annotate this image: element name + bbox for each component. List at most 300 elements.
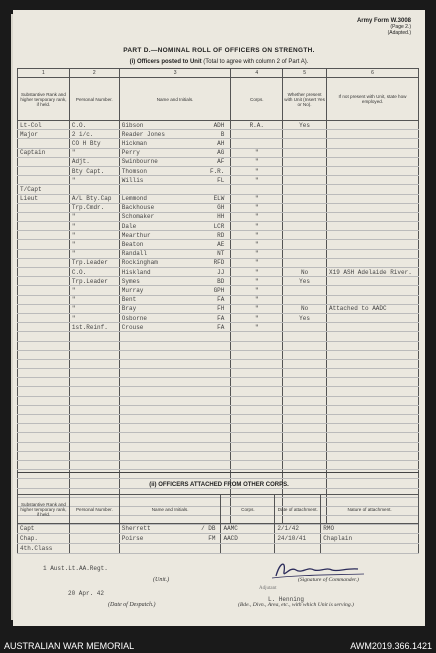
surname: Backhouse: [121, 204, 155, 212]
table-row: [18, 313, 419, 322]
personal-number-cell: [69, 544, 119, 554]
appointment-cell: ": [69, 231, 119, 240]
table-row: [18, 442, 419, 451]
corps-cell: ": [231, 176, 283, 185]
appointment-cell: Adjt.: [69, 157, 119, 166]
employment-cell: [327, 157, 419, 166]
name-cell: [119, 203, 231, 212]
initials: / DB: [201, 525, 216, 532]
corps-cell: AAMC: [221, 524, 275, 534]
officers-attached-table: [17, 494, 419, 554]
empty-cell: [18, 369, 70, 378]
rank-cell: [18, 139, 70, 148]
initials: ELW: [213, 195, 225, 203]
column-number: 3: [119, 69, 231, 78]
corps-cell: ": [231, 249, 283, 258]
corps-cell: [221, 544, 275, 554]
empty-cell: [231, 424, 283, 433]
nature-cell: Chaplain: [321, 534, 419, 544]
table-row: [18, 350, 419, 359]
column-header: Substantive Rank and higher temporary rank, if held.: [18, 495, 70, 524]
table-row: [18, 231, 419, 240]
rank-cell: [18, 231, 70, 240]
present-cell: [283, 203, 327, 212]
archive-caption-right: AWM2019.366.1421: [350, 641, 432, 651]
table-row: [18, 359, 419, 368]
column-header: Personal Number.: [69, 78, 119, 121]
table-row: [18, 176, 419, 185]
employment-cell: [327, 203, 419, 212]
employment-cell: [327, 231, 419, 240]
initials: HH: [217, 213, 225, 221]
initials: AG: [217, 149, 225, 157]
empty-cell: [231, 470, 283, 479]
table-row: [18, 304, 419, 313]
empty-cell: [119, 405, 231, 414]
employment-cell: [327, 212, 419, 221]
name-cell: [119, 222, 231, 231]
present-cell: No: [283, 268, 327, 277]
empty-cell: [283, 387, 327, 396]
table-row: [18, 378, 419, 387]
table-row: [18, 433, 419, 442]
empty-cell: [69, 424, 119, 433]
table-row: [18, 387, 419, 396]
empty-cell: [119, 442, 231, 451]
empty-cell: [327, 396, 419, 405]
empty-cell: [18, 396, 70, 405]
empty-cell: [69, 350, 119, 359]
empty-cell: [231, 387, 283, 396]
date-value: 20 Apr. 42: [68, 590, 105, 597]
employment-cell: [327, 222, 419, 231]
empty-cell: [69, 387, 119, 396]
corps-cell: [231, 130, 283, 139]
table-row: [18, 185, 419, 194]
empty-cell: [231, 460, 283, 469]
empty-cell: [69, 405, 119, 414]
employment-cell: [327, 194, 419, 203]
present-cell: [283, 286, 327, 295]
empty-cell: [231, 359, 283, 368]
date-cell: [275, 544, 321, 554]
rank-cell: [18, 268, 70, 277]
posted-subtitle-rest: (Total to agree with column 2 of Part A).: [201, 59, 309, 65]
table-row: [18, 470, 419, 479]
corps-cell: R.A.: [231, 121, 283, 130]
rank-cell: [18, 258, 70, 267]
table-row: [18, 332, 419, 341]
name-cell: [119, 268, 231, 277]
table-row: [18, 268, 419, 277]
rank-cell: 4th.Class: [18, 544, 70, 554]
empty-cell: [69, 359, 119, 368]
name-cell: [119, 148, 231, 157]
empty-cell: [18, 451, 70, 460]
appointment-cell: 2 i/c.: [69, 130, 119, 139]
empty-cell: [283, 405, 327, 414]
empty-cell: [283, 433, 327, 442]
corps-cell: ": [231, 231, 283, 240]
table-row: [18, 203, 419, 212]
empty-cell: [327, 433, 419, 442]
table-row: [18, 249, 419, 258]
column-number-row: [18, 69, 419, 78]
surname: Osborne: [121, 314, 148, 322]
empty-cell: [18, 332, 70, 341]
column-header: Corps.: [231, 78, 283, 121]
rank-cell: [18, 203, 70, 212]
employment-cell: [327, 249, 419, 258]
name-cell: [119, 304, 231, 313]
surname: Perry: [121, 149, 140, 157]
empty-cell: [283, 350, 327, 359]
rank-cell: [18, 157, 70, 166]
empty-cell: [119, 451, 231, 460]
name-cell: [119, 185, 231, 194]
empty-cell: [283, 424, 327, 433]
posted-subtitle-bold: (i) Officers posted to Unit: [129, 59, 202, 65]
empty-cell: [327, 424, 419, 433]
empty-cell: [119, 470, 231, 479]
appointment-cell: A/L Bty.Cap: [69, 194, 119, 203]
surname: Thomson: [121, 167, 148, 175]
officer-rows: [18, 121, 419, 525]
employment-cell: [327, 286, 419, 295]
empty-cell: [69, 442, 119, 451]
employment-cell: [327, 277, 419, 286]
empty-cell: [283, 341, 327, 350]
table-row: [18, 369, 419, 378]
empty-cell: [119, 341, 231, 350]
corps-cell: ": [231, 222, 283, 231]
empty-cell: [119, 396, 231, 405]
rank-cell: [18, 313, 70, 322]
employment-cell: [327, 313, 419, 322]
empty-cell: [69, 369, 119, 378]
corps-cell: ": [231, 313, 283, 322]
name-cell: [119, 286, 231, 295]
initials: AH: [217, 139, 225, 147]
initials: B: [220, 130, 225, 138]
empty-cell: [231, 341, 283, 350]
empty-cell: [327, 415, 419, 424]
empty-cell: [69, 433, 119, 442]
empty-cell: [327, 442, 419, 451]
rank-cell: [18, 240, 70, 249]
empty-cell: [119, 387, 231, 396]
employment-cell: Attached to AADC: [327, 304, 419, 313]
document-page: [13, 10, 425, 626]
initials: RD: [217, 231, 225, 239]
name-cell: [119, 121, 231, 130]
empty-cell: [69, 460, 119, 469]
initials: ADH: [213, 121, 225, 129]
surname: Hiskland: [121, 268, 151, 276]
corps-cell: ": [231, 148, 283, 157]
empty-cell: [231, 396, 283, 405]
empty-cell: [69, 341, 119, 350]
present-cell: Yes: [283, 121, 327, 130]
present-cell: [283, 212, 327, 221]
surname: Mearthur: [121, 231, 151, 239]
present-cell: [283, 176, 327, 185]
empty-cell: [69, 451, 119, 460]
table-row: [18, 286, 419, 295]
employment-cell: X19 ASH Adelaide River.: [327, 268, 419, 277]
empty-cell: [18, 359, 70, 368]
officers-posted-table: [17, 68, 419, 525]
empty-cell: [69, 378, 119, 387]
empty-cell: [18, 387, 70, 396]
attached-rows: [18, 524, 419, 554]
table-row: [18, 544, 419, 554]
appointment-cell: ": [69, 176, 119, 185]
empty-cell: [18, 470, 70, 479]
empty-cell: [119, 332, 231, 341]
initials: LCR: [213, 222, 225, 230]
present-cell: [283, 323, 327, 332]
employment-cell: [327, 185, 419, 194]
appointment-cell: [69, 185, 119, 194]
rank-cell: [18, 304, 70, 313]
present-cell: [283, 194, 327, 203]
corps-cell: ": [231, 212, 283, 221]
name-cell: [119, 176, 231, 185]
table-row: [18, 212, 419, 221]
unit-value: 1 Aust.Lt.AA.Regt.: [43, 565, 108, 572]
present-cell: [283, 148, 327, 157]
form-page: (Page 2.): [390, 24, 411, 30]
part-title: PART D.—NOMINAL ROLL OF OFFICERS ON STRENGTH.: [123, 47, 315, 54]
surname: Crouse: [121, 323, 144, 331]
column-header: Personal Number.: [69, 495, 119, 524]
employment-cell: [327, 166, 419, 175]
employment-cell: [327, 139, 419, 148]
initials: FM: [208, 535, 216, 542]
empty-cell: [231, 415, 283, 424]
appointment-cell: ": [69, 295, 119, 304]
rank-cell: T/Capt: [18, 185, 70, 194]
corps-cell: ": [231, 277, 283, 286]
empty-cell: [18, 433, 70, 442]
nature-cell: [321, 544, 419, 554]
empty-cell: [69, 396, 119, 405]
table-row: [18, 415, 419, 424]
empty-cell: [327, 378, 419, 387]
initials: F.R.: [209, 167, 225, 175]
appointment-cell: Trp.Leader: [69, 277, 119, 286]
empty-cell: [283, 415, 327, 424]
initials: GPH: [213, 286, 225, 294]
employment-cell: [327, 121, 419, 130]
table-row: [18, 396, 419, 405]
empty-cell: [283, 470, 327, 479]
table-row: [18, 524, 419, 534]
empty-cell: [119, 415, 231, 424]
empty-cell: [119, 369, 231, 378]
initials: RFD: [213, 259, 225, 267]
empty-cell: [119, 433, 231, 442]
surname: Lemmond: [121, 195, 148, 203]
table-row: [18, 240, 419, 249]
initials: GH: [217, 204, 225, 212]
corps-cell: ": [231, 286, 283, 295]
table-row: [18, 424, 419, 433]
surname: Rockingham: [121, 259, 158, 267]
empty-cell: [18, 378, 70, 387]
appointment-cell: Trp.Cmdr.: [69, 203, 119, 212]
empty-cell: [231, 442, 283, 451]
column-header: If not present with Unit, state how employed.: [327, 78, 419, 121]
present-cell: [283, 139, 327, 148]
personal-number-cell: [69, 524, 119, 534]
employment-cell: [327, 176, 419, 185]
present-cell: [283, 231, 327, 240]
empty-cell: [18, 424, 70, 433]
empty-cell: [119, 460, 231, 469]
surname: Sherrett: [121, 525, 151, 532]
rank-cell: [18, 212, 70, 221]
rank-cell: [18, 295, 70, 304]
empty-cell: [119, 350, 231, 359]
corps-cell: ": [231, 295, 283, 304]
empty-cell: [231, 332, 283, 341]
present-cell: [283, 240, 327, 249]
signature-label: (Signature of Commander.): [298, 577, 359, 583]
present-cell: [283, 130, 327, 139]
rank-cell: Chap.: [18, 534, 70, 544]
table-row: [18, 460, 419, 469]
posted-subtitle: [13, 59, 425, 65]
name-cell: [119, 166, 231, 175]
present-cell: [283, 222, 327, 231]
empty-cell: [69, 332, 119, 341]
name-cell: [119, 534, 221, 544]
nature-cell: RMO: [321, 524, 419, 534]
table-row: [18, 534, 419, 544]
surname: Willis: [121, 176, 144, 184]
date-cell: 2/1/42: [275, 524, 321, 534]
name-cell: [119, 194, 231, 203]
table-row: [18, 148, 419, 157]
name-cell: [119, 139, 231, 148]
attached-header-row: [18, 495, 419, 524]
empty-cell: [18, 415, 70, 424]
column-header: Corps.: [221, 495, 275, 524]
name-cell: [119, 231, 231, 240]
corps-cell: AACD: [221, 534, 275, 544]
column-number: 4: [231, 69, 283, 78]
archive-caption-left: AUSTRALIAN WAR MEMORIAL: [4, 641, 135, 651]
name-cell: [119, 212, 231, 221]
name-cell: [119, 323, 231, 332]
employment-cell: [327, 130, 419, 139]
column-number: 6: [327, 69, 419, 78]
empty-cell: [283, 451, 327, 460]
name-cell: [119, 130, 231, 139]
appointment-cell: ": [69, 304, 119, 313]
initials: JJ: [217, 268, 225, 276]
appointment-cell: C.O.: [69, 268, 119, 277]
employment-cell: [327, 323, 419, 332]
table-row: [18, 121, 419, 130]
empty-cell: [119, 359, 231, 368]
corps-cell: ": [231, 157, 283, 166]
empty-cell: [231, 369, 283, 378]
present-cell: [283, 258, 327, 267]
empty-cell: [283, 359, 327, 368]
rank-cell: Lt-Col: [18, 121, 70, 130]
name-cell: [119, 295, 231, 304]
corps-cell: ": [231, 240, 283, 249]
corps-cell: ": [231, 323, 283, 332]
serving-place: L. Henning: [268, 596, 305, 603]
surname: Swinbourne: [121, 158, 158, 166]
empty-cell: [327, 387, 419, 396]
employment-cell: [327, 148, 419, 157]
empty-cell: [327, 369, 419, 378]
surname: Dale: [121, 222, 137, 230]
table-row: [18, 323, 419, 332]
present-cell: Yes: [283, 277, 327, 286]
empty-cell: [327, 451, 419, 460]
column-header: Name and Initials.: [119, 495, 221, 524]
appointment-cell: C.O.: [69, 121, 119, 130]
form-header: [357, 18, 411, 36]
appointment-cell: 1st.Reinf.: [69, 323, 119, 332]
name-cell: [119, 313, 231, 322]
appointment-cell: Bty Capt.: [69, 166, 119, 175]
date-label: (Date of Despatch.): [108, 602, 156, 608]
table-row: [18, 451, 419, 460]
surname: Symes: [121, 277, 140, 285]
form-adapted: (Adapted.): [387, 30, 411, 36]
corps-cell: [231, 139, 283, 148]
section-divider: [17, 472, 419, 473]
empty-cell: [327, 359, 419, 368]
present-cell: [283, 185, 327, 194]
table-row: [18, 222, 419, 231]
table-row: [18, 139, 419, 148]
empty-cell: [283, 332, 327, 341]
empty-cell: [283, 378, 327, 387]
table-row: [18, 405, 419, 414]
unit-label: (Unit.): [153, 577, 170, 583]
empty-cell: [283, 442, 327, 451]
empty-cell: [18, 341, 70, 350]
rank-cell: [18, 286, 70, 295]
surname: Poirse: [121, 535, 144, 542]
present-cell: No: [283, 304, 327, 313]
empty-cell: [18, 442, 70, 451]
column-number: 2: [69, 69, 119, 78]
empty-cell: [327, 332, 419, 341]
corps-cell: ": [231, 203, 283, 212]
empty-cell: [231, 350, 283, 359]
empty-cell: [231, 433, 283, 442]
empty-cell: [69, 470, 119, 479]
empty-cell: [119, 424, 231, 433]
name-cell: [119, 277, 231, 286]
empty-cell: [327, 405, 419, 414]
initials: AE: [217, 241, 225, 249]
initials: FL: [217, 176, 225, 184]
surname: Beaton: [121, 241, 144, 249]
empty-cell: [69, 415, 119, 424]
initials: BD: [217, 277, 225, 285]
column-header-row: [18, 78, 419, 121]
